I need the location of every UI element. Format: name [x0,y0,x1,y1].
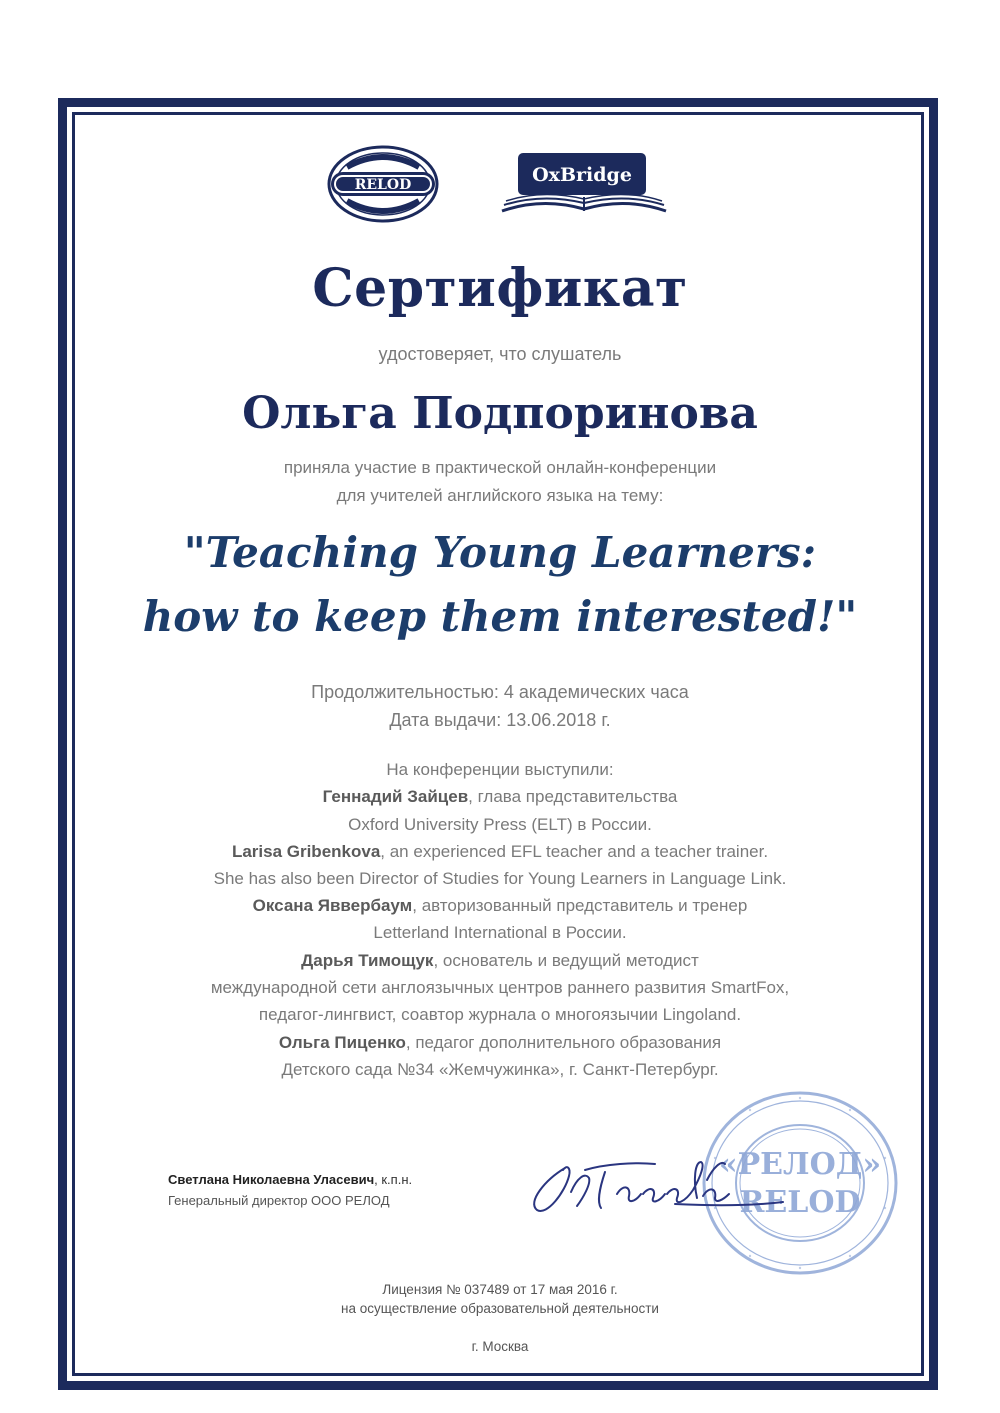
speaker-3-line-1 [0,896,1000,916]
issue-city: г. Москва [471,1339,529,1354]
speaker-4-name: Дарья Тимощук [301,951,434,970]
speaker-4-line-3: педагог-лингвист, соавтор журнала о многоязычии Lingoland. [258,1005,742,1024]
speaker-5-desc: , педагог дополнительного образования [405,1033,722,1052]
speaker-1-line-1 [0,787,1000,807]
speaker-3-line-2: Letterland International в России. [373,923,627,942]
recipient-name: Ольга Подпоринова [242,388,758,439]
speaker-5-line-2: Детского сада №34 «Жемчужинка», г. Санкт-Петербург. [281,1060,719,1079]
speaker-5-line-1 [0,1033,1000,1053]
speaker-2-line-2: She has also been Director of Studies for Young Learners in Language Link. [213,869,787,888]
certificate-subtitle: удостоверяет, что слушатель [378,344,622,364]
stamp-text-cyrillic: «РЕЛОД» [718,1147,882,1182]
handwritten-signature [525,1150,785,1225]
oxbridge-logo-text: OxBridge [532,164,632,186]
stamp-text-latin: RELOD [739,1185,861,1220]
license-line-1: Лицензия № 037489 от 17 мая 2016 г. [382,1282,618,1297]
license-line-2: на осуществление образовательной деятельности [341,1301,659,1316]
signatory-degree: , к.п.н. [374,1172,413,1187]
relod-logo [327,145,439,223]
speaker-2-desc: , an experienced EFL teacher and a teacher trainer. [380,842,769,861]
participation-line-1: приняла участие в практической онлайн-конференции [283,458,717,477]
speaker-4-desc: , основатель и ведущий методист [433,951,699,970]
speaker-3-desc: , авторизованный представитель и тренер [412,896,748,915]
speaker-4-line-1 [0,951,1000,971]
topic-line-1: "Teaching Young Learners: [183,528,817,577]
signatory-name-line [168,1172,412,1187]
relod-logo-text: RELOD [354,177,412,193]
duration-text: Продолжительностью: 4 академических часа [311,682,689,702]
certificate-title: Сертификат [312,258,688,319]
oxbridge-logo [500,153,668,219]
speakers-heading: На конференции выступили: [386,760,614,779]
signatory-role: Генеральный директор ООО РЕЛОД [168,1193,390,1208]
topic-line-2: how to keep them interested!" [142,592,858,641]
speaker-4-line-2: международной сети англоязычных центров раннего развития SmartFox, [210,978,790,997]
speaker-3-name: Оксана Яввербаум [252,896,413,915]
speaker-5-name: Ольга Пиценко [278,1033,406,1052]
speaker-1-line-2: Oxford University Press (ELT) в России. [348,815,652,834]
speaker-1-name: Геннадий Зайцев [322,787,469,806]
signatory-name: Светлана Николаевна Уласевич [168,1172,375,1187]
speaker-1-desc: , глава представительства [468,787,678,806]
logo-row [0,145,1000,225]
participation-line-2: для учителей английского языка на тему: [336,486,664,505]
speaker-2-name: Larisa Gribenkova [231,842,381,861]
issue-date-text: Дата выдачи: 13.06.2018 г. [389,710,611,730]
speaker-2-line-1 [0,842,1000,862]
